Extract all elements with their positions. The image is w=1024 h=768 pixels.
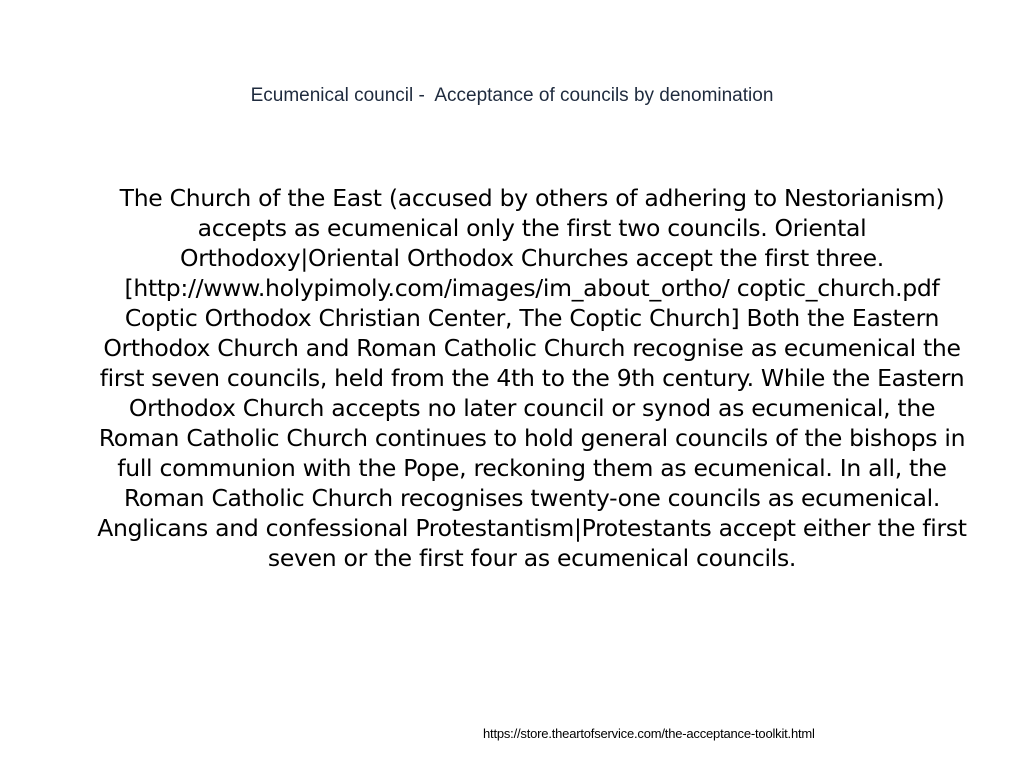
slide-title: Ecumenical council - Acceptance of councils by denomination: [250, 85, 774, 106]
slide-body-text: The Church of the East (accused by others of adhering to Nestorianism) accepts as ecumenical only the first two councils. Oriental Orthodoxy|Oriental Orthodox Churches accept the first three.[http://www.holypimoly.com/images/im_about_ortho/ coptic_church.pdf Coptic Orthodox Christian Center, The Coptic Church] Both the Eastern Orthodox Church and Roman Catholic Church recognise as ecumenical the first seven councils, held from the 4th to the 9th century. While the Eastern Orthodox Church accepts no later council or synod as ecumenical, the Roman Catholic Church continues to hold general councils of the bishops in full communion with the Pope, reckoning them as ecumenical. In all, the Roman Catholic Church recognises twenty-one councils as ecumenical. Anglicans and confessional Protestantism|Protestants accept either the first seven or the first four as ecumenical councils.: [97, 184, 967, 572]
footer-url-link[interactable]: https://store.theartofservice.com/the-acceptance-toolkit.html: [483, 726, 815, 741]
